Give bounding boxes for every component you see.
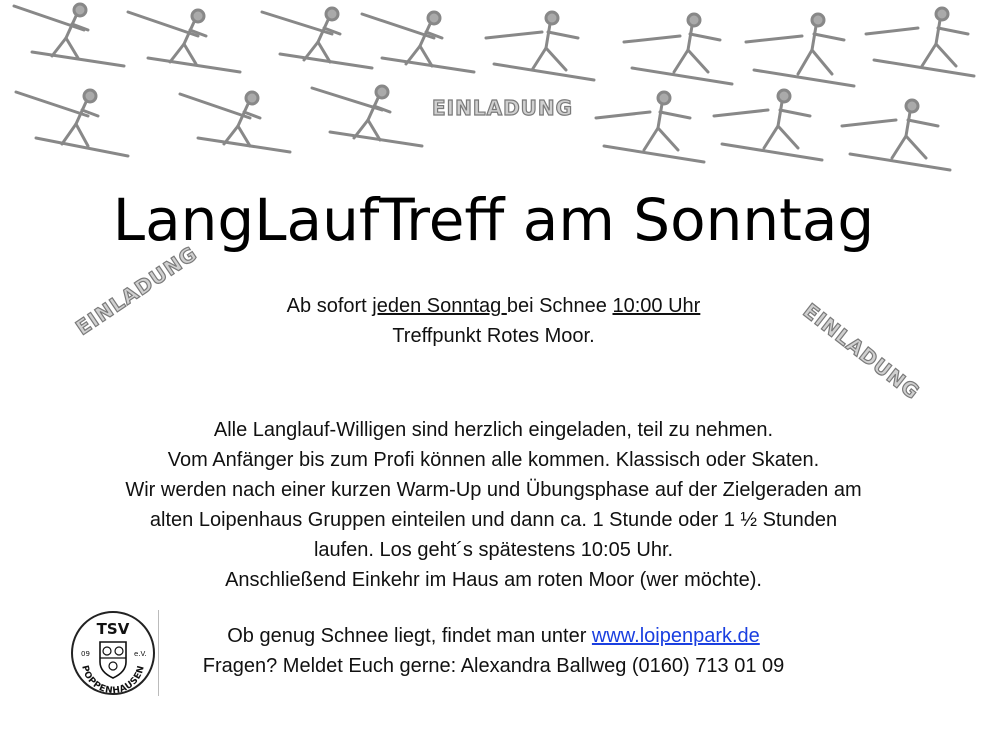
logo-town: POPPENHAUSEN [79, 664, 147, 696]
snow-info-prefix: Ob genug Schnee liegt, findet man unter [227, 625, 592, 647]
skier-illustration [742, 10, 862, 88]
snow-info-line [0, 621, 987, 651]
skier-illustration [592, 88, 712, 166]
body-line: alten Loipenhaus Gruppen einteilen und dann ca. 1 Stunde oder 1 ½ Stunden [149, 509, 838, 531]
schedule-middle: bei Schnee [506, 295, 613, 317]
skier-illustration [710, 86, 830, 164]
schedule-time: 10:00 Uhr [612, 295, 701, 317]
skier-illustration [180, 86, 300, 164]
invitation-body [0, 415, 987, 595]
schedule-prefix: Ab sofort [286, 295, 373, 317]
schedule-day: jeden Sonntag [372, 295, 507, 317]
body-line: Vom Anfänger bis zum Profi können alle kommen. Klassisch oder Skaten. [167, 449, 820, 471]
skier-illustration [620, 10, 740, 88]
schedule-block [0, 291, 987, 351]
body-line: Alle Langlauf-Willigen sind herzlich eingeladen, teil zu nehmen. [213, 419, 774, 441]
skier-illustration [128, 4, 248, 82]
schedule-line [0, 291, 987, 321]
body-line: Wir werden nach einer kurzen Warm-Up und Übungsphase auf der Zielgeraden am [125, 479, 862, 501]
skier-illustration [482, 8, 602, 86]
skier-illustration [14, 0, 134, 78]
meeting-point: Treffpunkt Rotes Moor. [392, 325, 595, 347]
einladung-stamp-right: EINLADUNG [798, 298, 925, 405]
loipenpark-link[interactable]: www.loipenpark.de [591, 625, 760, 647]
skier-illustration [838, 96, 958, 174]
skier-icon [14, 4, 124, 66]
logo-ev: e.V. [134, 650, 147, 658]
skier-illustration [862, 4, 982, 82]
skier-illustration [16, 84, 136, 162]
logo-year: 09 [81, 650, 90, 658]
skier-illustration [312, 80, 432, 158]
contact-block [0, 621, 987, 681]
logo-name: TSV [96, 620, 130, 638]
body-line: laufen. Los geht´s spätestens 10:05 Uhr. [313, 539, 674, 561]
skier-illustration [362, 6, 482, 84]
einladung-stamp-left: EINLADUNG [71, 241, 202, 340]
einladung-stamp-top: EINLADUNG [432, 96, 574, 120]
page-title: LangLaufTreff am Sonntag [112, 186, 875, 254]
body-line: Anschließend Einkehr im Haus am roten Moor (wer möchte). [225, 569, 762, 591]
questions-line: Fragen? Meldet Euch gerne: Alexandra Ballweg (0160) 713 01 09 [202, 655, 785, 677]
